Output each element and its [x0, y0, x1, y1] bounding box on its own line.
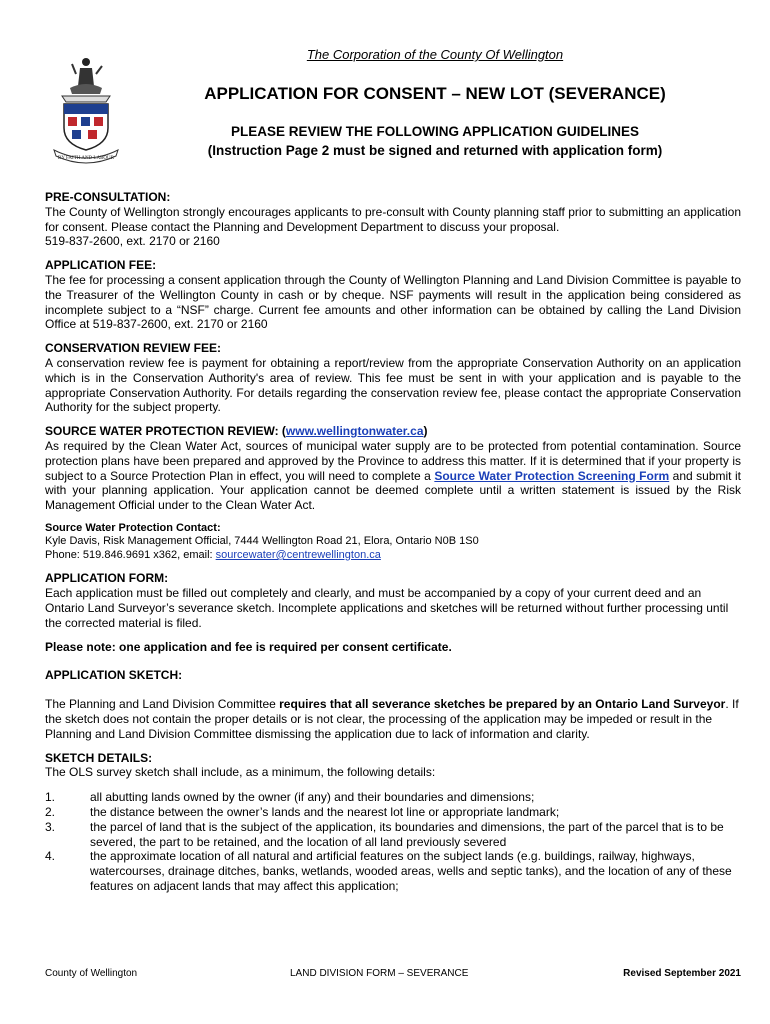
conservation-fee-body: A conservation review fee is payment for obtaining a report/review from the appropriate Conservation Authority on an application which is in the Conservation Authority's area of review. This fee must be sent in with your application and is payable to the appropriate Conservation Authority. For details regarding the conservation review fee, please contact the appropriate Conservation Authority for the subject property.	[45, 355, 741, 415]
application-fee-body: The fee for processing a consent application through the County of Wellington Planning and Land Division Committee is payable to the Treasurer of the Wellington County in cash or by cheque. NSF payments will result in the application being considered as incomplete subject to a “NSF” charge. Current fee amounts and other information can be obtained by calling the Land Division Office at 519-837-2600, ext. 2170 or 2160	[45, 272, 741, 332]
section-application-fee	[45, 258, 741, 332]
preconsultation-body: The County of Wellington strongly encourages applicants to pre-consult with County planning staff prior to submitting an application for consent. Please contact the Planning and Development Department to discuss your proposal.	[45, 204, 741, 234]
footer-center: LAND DIVISION FORM – SEVERANCE	[290, 968, 469, 979]
source-water-contact	[45, 522, 741, 563]
source-water-body: As required by the Clean Water Act, sources of municipal water supply are to be protected from potential contamination. Source protection plans have been prepared and approved by the Province to address this matter. If it is determined that if your property is subject to a Source Protection Plan in effect, you will need to complete a Source Water Protection Screening Form and submit it with your planning application. Your application cannot be deemed complete until a written statement is issued by the Risk Management Official under to the Clean Water Act.	[45, 438, 741, 513]
application-sketch-heading: APPLICATION SKETCH:	[45, 668, 183, 683]
section-application-sketch	[45, 668, 741, 741]
preconsultation-phone: 519-837-2600, ext. 2170 or 2160	[45, 234, 220, 249]
crest-motto: BY FAITH AND LABOUR	[58, 156, 114, 161]
conservation-fee-heading: CONSERVATION REVIEW FEE:	[45, 341, 222, 356]
page-subtitle	[100, 122, 770, 160]
subtitle-line-1: PLEASE REVIEW THE FOLLOWING APPLICATION GUIDELINES	[230, 124, 639, 139]
please-note: Please note: one application and fee is required per consent certificate.	[45, 639, 452, 654]
contact-email-link[interactable]: sourcewater@centrewellington.ca	[215, 548, 381, 561]
wellington-water-link[interactable]: www.wellingtonwater.ca	[285, 424, 424, 439]
list-item: 2. the distance between the owner’s lands and the nearest lot line or appropriate landmark;	[45, 805, 560, 819]
screening-form-link[interactable]: Source Water Protection Screening Form	[434, 468, 670, 483]
sketch-details-heading: SKETCH DETAILS:	[45, 750, 153, 765]
list-item: 3. the parcel of land that is the subject of the application, its boundaries and dimensions, the part of the parcel that is to be severed, the part to be retained, and the location of all land previously severed	[45, 819, 724, 849]
organization-name: The Corporation of the County Of Wellington	[306, 47, 564, 62]
section-source-water	[45, 424, 741, 513]
footer-left: County of Wellington	[45, 968, 138, 979]
application-form-heading: APPLICATION FORM:	[45, 571, 169, 586]
source-water-heading: SOURCE WATER PROTECTION REVIEW: (www.wellingtonwater.ca)	[45, 424, 428, 439]
section-sketch-details	[45, 751, 741, 894]
application-form-body: Each application must be filled out completely and clearly, and must be accompanied by a copy of your current deed and an Ontario Land Surveyor’s severance sketch. Incomplete applications and sketches will be returned without further processing until the corrected material is filed.	[45, 586, 729, 630]
contact-phone: Phone: 519.846.9691 x362, email: sourcewater@centrewellington.ca	[45, 548, 381, 561]
contact-address: Kyle Davis, Risk Management Official, 7444 Wellington Road 21, Elora, Ontario N0B 1S0	[45, 535, 479, 548]
section-application-form	[45, 571, 741, 630]
footer-right: Revised September 2021	[623, 968, 741, 979]
preconsultation-heading: PRE-CONSULTATION:	[45, 190, 171, 204]
application-fee-heading: APPLICATION FEE:	[45, 258, 157, 273]
page-title: APPLICATION FOR CONSENT – NEW LOT (SEVERANCE)	[204, 84, 666, 103]
list-item: 1. all abutting lands owned by the owner (if any) and their boundaries and dimensions;	[45, 790, 535, 805]
section-conservation-fee	[45, 341, 741, 415]
list-item: 4. the approximate location of all natural and artificial features on the subject lands (e.g. buildings, railway, highways, watercourses, drainage ditches, banks, wetlands, wooded areas, wells and septic tanks), and the location of any of these features on adjacent lands that may affect this application;	[45, 849, 732, 893]
contact-heading: Source Water Protection Contact:	[45, 521, 221, 534]
application-sketch-body: The Planning and Land Division Committee requires that all severance sketches be prepared by an Ontario Land Surveyor. If the sketch does not contain the proper details or is not clear, the processing of the application may be impeded or result in the Planning and Land Division Committee dismissing the application due to lack of information and clarity.	[45, 697, 739, 741]
section-preconsultation	[45, 190, 741, 249]
sketch-details-list	[45, 790, 741, 894]
guidelines-content	[45, 190, 741, 903]
subtitle-line-2: (Instruction Page 2 must be signed and returned with application form)	[207, 143, 663, 158]
sketch-details-intro: The OLS survey sketch shall include, as a minimum, the following details:	[45, 765, 436, 780]
